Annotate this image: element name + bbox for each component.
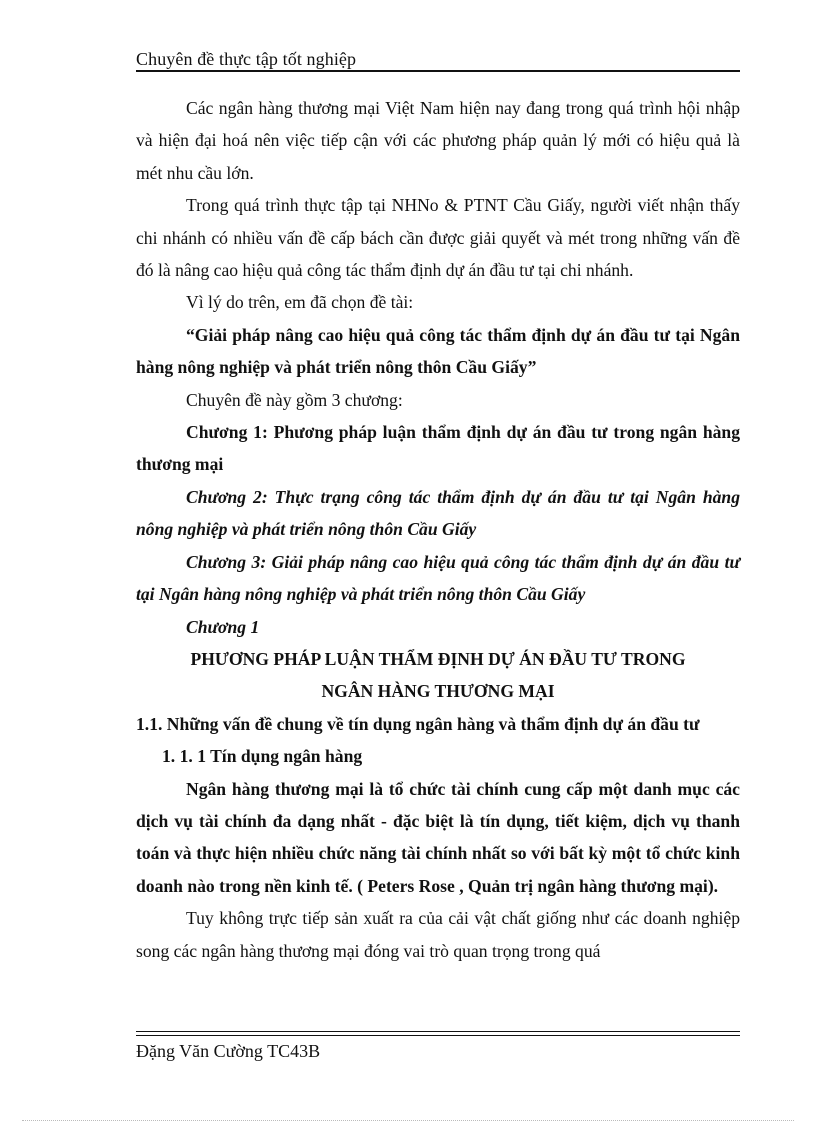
chapter-title-line-1: PHƯƠNG PHÁP LUẬN THẨM ĐỊNH DỰ ÁN ĐẦU TƯ TRONG [190, 648, 686, 669]
chapter-label: Chương 1 [186, 616, 260, 637]
section-heading-1-1: 1.1. Những vấn đề chung về tín dụng ngân hàng và thẩm định dự án đầu tư [136, 713, 700, 734]
section-heading-1-1-1: 1. 1. 1 Tín dụng ngân hàng [162, 746, 363, 767]
paragraph-chapters-lead: Chuyên đề này gồm 3 chương: [186, 389, 403, 410]
chapter-2-summary: Chương 2: Thực trạng công tác thẩm định dự án đầu tư tại Ngân hàng nông nghiệp và phát triển nông thôn Cầu Giấy [136, 486, 740, 540]
thesis-topic: “Giải pháp nâng cao hiệu quả công tác thẩm định dự án đầu tư tại Ngân hàng nông nghiệp và phát triển nông thôn Cầu Giấy” [136, 324, 740, 378]
document-body [136, 92, 740, 967]
footer-rule-bottom [136, 1035, 740, 1036]
chapter-1-summary: Chương 1: Phương pháp luận thẩm định dự án đầu tư trong ngân hàng thương mại [136, 422, 740, 475]
paragraph-internship: Trong quá trình thực tập tại NHNo & PTNT Cầu Giấy, người viết nhận thấy chi nhánh có nhiều vấn đề cấp bách cần được giải quyết và mét trong những vấn đề đó là nâng cao hiệu quả công tác thẩm định dự án đầu tư tại chi nhánh. [136, 195, 740, 281]
header-rule [136, 70, 740, 72]
chapter-title-line-2: NGÂN HÀNG THƯƠNG MẠI [321, 681, 555, 702]
paragraph-intro: Các ngân hàng thương mại Việt Nam hiện nay đang trong quá trình hội nhập và hiện đại hoá nên việc tiếp cận với các phương pháp quản lý mới có hiệu quả là mét nhu cầu lớn. [136, 98, 740, 183]
chapter-3-summary: Chương 3: Giải pháp nâng cao hiệu quả công tác thẩm định dự án đầu tư tại Ngân hàng nông nghiệp và phát triển nông thôn Cầu Giấy [136, 551, 740, 605]
paragraph-topic-lead: Vì lý do trên, em đã chọn đề tài: [186, 292, 414, 313]
page-bottom-edge [22, 1120, 794, 1121]
paragraph-bank-role: Tuy không trực tiếp sản xuất ra của cải vật chất giống như các doanh nghiệp song các ngân hàng thương mại đóng vai trò quan trọng trong quá [136, 908, 740, 961]
page-footer-author: Đặng Văn Cường TC43B [136, 1041, 321, 1061]
footer-rule-top [136, 1031, 740, 1032]
page-header-title: Chuyên đề thực tập tốt nghiệp [136, 49, 357, 69]
paragraph-bank-definition: Ngân hàng thương mại là tổ chức tài chính cung cấp một danh mục các dịch vụ tài chính đa dạng nhất - đặc biệt là tín dụng, tiết kiệm, dịch vụ thanh toán và thực hiện nhiều chức năng tài chính nhất so với bất kỳ một tổ chức kinh doanh nào trong nền kinh tế. ( Peters Rose , Quản trị ngân hàng thương mại). [136, 778, 740, 896]
